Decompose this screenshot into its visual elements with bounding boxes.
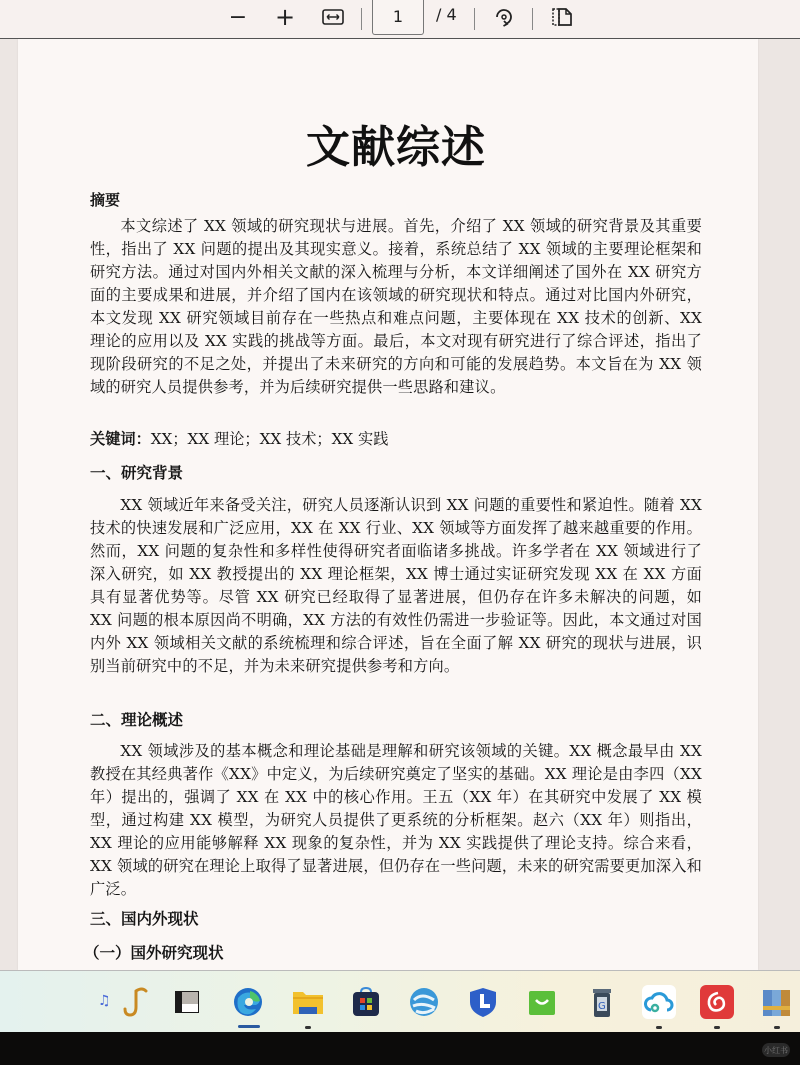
cloud-running-indicator bbox=[656, 1026, 662, 1029]
taskbar-edge-browser[interactable] bbox=[231, 985, 265, 1019]
plus-icon: + bbox=[274, 3, 296, 31]
zoom-in-button[interactable] bbox=[272, 0, 298, 34]
page-view-button[interactable] bbox=[548, 0, 576, 34]
svg-text:♫: ♫ bbox=[98, 993, 111, 1009]
pdf-toolbar bbox=[0, 0, 800, 39]
saxophone-music-icon bbox=[96, 985, 152, 1019]
archive-running-indicator bbox=[774, 1026, 780, 1029]
document-page bbox=[18, 39, 758, 970]
taskbar bbox=[0, 970, 800, 1033]
watermark: 小红书 bbox=[762, 1043, 790, 1057]
taskbar-archive-app[interactable] bbox=[760, 985, 794, 1019]
page-number-input[interactable] bbox=[372, 0, 424, 35]
page-view-icon bbox=[551, 7, 573, 27]
trash-can-icon bbox=[590, 985, 614, 1019]
toolbar-divider bbox=[361, 8, 362, 30]
toolbar-divider bbox=[474, 8, 475, 30]
rotate-icon bbox=[493, 5, 515, 29]
taskbar-shopping-app[interactable] bbox=[525, 985, 559, 1019]
total-pages: / 4 bbox=[436, 5, 457, 24]
taskbar-cleaner-app[interactable] bbox=[585, 985, 619, 1019]
keywords-line bbox=[90, 428, 388, 449]
zoom-out-button[interactable] bbox=[226, 0, 250, 34]
rotate-button[interactable] bbox=[490, 0, 518, 34]
terminal-icon bbox=[173, 989, 201, 1015]
theory-paragraph: XX 领域涉及的基本概念和理论基础是理解和研究该领域的关键。XX 概念最早由 XX 教授在其经典著作《XX》中定义，为后续研究奠定了坚实的基础。XX 理论是由李四（XX 年）提出的，强调了 XX 在 XX 中的核心作用。王五（XX 年）在其研究中发展了 XX 模型，通过构建 XX 模型，为研究人员提供了更系统的分析框架。赵六（XX 年）则指出，XX 理论的应用能够解释 XX 现象的复杂性，并为 XX 实践提供了理论支持。综合来看，XX 领域的研究在理论上取得了显著进展，但仍存在一些问题，未来的研究需要更加深入和广泛。 bbox=[90, 742, 702, 898]
svg-text:G: G bbox=[598, 1001, 606, 1012]
minus-icon: − bbox=[228, 4, 248, 30]
fit-width-button[interactable] bbox=[319, 0, 347, 34]
pdf-viewer[interactable] bbox=[0, 39, 800, 970]
shopping-bag-icon bbox=[527, 987, 557, 1017]
document-title: 文献综述 bbox=[306, 122, 486, 173]
section-heading-status: 三、国内外现状 bbox=[90, 910, 199, 928]
netease-running-indicator bbox=[714, 1026, 720, 1029]
section-heading-background: 一、研究背景 bbox=[90, 464, 184, 482]
background-paragraph: XX 领域近年来备受关注，研究人员逐渐认识到 XX 问题的重要性和紧迫性。随着 XX 技术的快速发展和广泛应用，XX 在 XX 行业、XX 领域等方面发挥了越来越重要的作用。然而，XX 问题的复杂性和多样性使得研究者面临诸多挑战。许多学者在 XX 领域进行了深入研究，如 XX 教授提出的 XX 理论框架，XX 博士通过实证研究发现 XX 在 XX 方面具有显著优势等。尽管 XX 研究已经取得了显著进展，但仍存在许多未解决的问题，如 XX 问题的根本原因尚不明确，XX 方法的有效性仍需进一步验证等。因此，本文通过对国内外 XX 领域相关文献的系统梳理和综合评述，旨在全面了解 XX 研究的现状与进展，识别当前研究中的不足，并为未来研究提供参考和方向。 bbox=[90, 496, 702, 675]
keywords-label: 关键词： bbox=[90, 430, 151, 448]
archive-books-icon bbox=[761, 986, 793, 1018]
abstract-paragraph: 本文综述了 XX 领域的研究现状与进展。首先，介绍了 XX 领域的研究背景及其重要性，指出了 XX 问题的提出及其现实意义。接着，系统总结了 XX 领域的主要理论框架和研究方法。通过对国内外相关文献的深入梳理与分析，本文详细阐述了国外在 XX 研究方面的主要成果和进展，并介绍了国内在该领域的研究现状和特点。通过对比国内外研究，本文发现 XX 研究领域目前存在一些热点和难点问题，主要体现在 XX 技术的创新、XX 理论的应用以及 XX 实践的挑战等方面。最后，本文对现有研究进行了综合评述，指出了现阶段研究的不足之处，并提出了未来研究的方向和可能的发展趋势。本文旨在为 XX 领域的研究人员提供参考，并为后续研究提供一些思路和建议。 bbox=[90, 217, 702, 396]
shield-l-icon bbox=[468, 986, 498, 1018]
edge-active-indicator bbox=[238, 1025, 260, 1028]
store-bag-icon bbox=[350, 986, 382, 1018]
taskbar-microsoft-store[interactable] bbox=[349, 985, 383, 1019]
taskbar-security-app[interactable] bbox=[466, 985, 500, 1019]
folder-icon bbox=[291, 988, 325, 1016]
edge-icon bbox=[232, 986, 264, 1018]
explorer-running-indicator bbox=[305, 1026, 311, 1029]
section-heading-theory: 二、理论概述 bbox=[90, 711, 184, 729]
subsection-heading-foreign: （一）国外研究现状 bbox=[84, 944, 224, 962]
taskbar-terminal-app[interactable] bbox=[170, 985, 204, 1019]
current-page: 1 bbox=[392, 6, 404, 26]
taskbar-cloud-app[interactable] bbox=[642, 985, 676, 1019]
fit-width-icon bbox=[322, 9, 344, 25]
abstract-heading: 摘要 bbox=[90, 191, 121, 209]
taskbar-music-app[interactable] bbox=[96, 985, 152, 1019]
toolbar-divider bbox=[532, 8, 533, 30]
taskbar-browser-e[interactable] bbox=[407, 985, 441, 1019]
netease-music-icon bbox=[704, 989, 730, 1015]
taskbar-file-explorer[interactable] bbox=[291, 985, 325, 1019]
browser-e-icon bbox=[408, 986, 440, 1018]
screen-bezel bbox=[0, 1032, 800, 1065]
keywords-value: XX；XX 理论；XX 技术；XX 实践 bbox=[150, 430, 389, 448]
taskbar-netease-music[interactable] bbox=[700, 985, 734, 1019]
cloud-icon bbox=[644, 990, 674, 1014]
